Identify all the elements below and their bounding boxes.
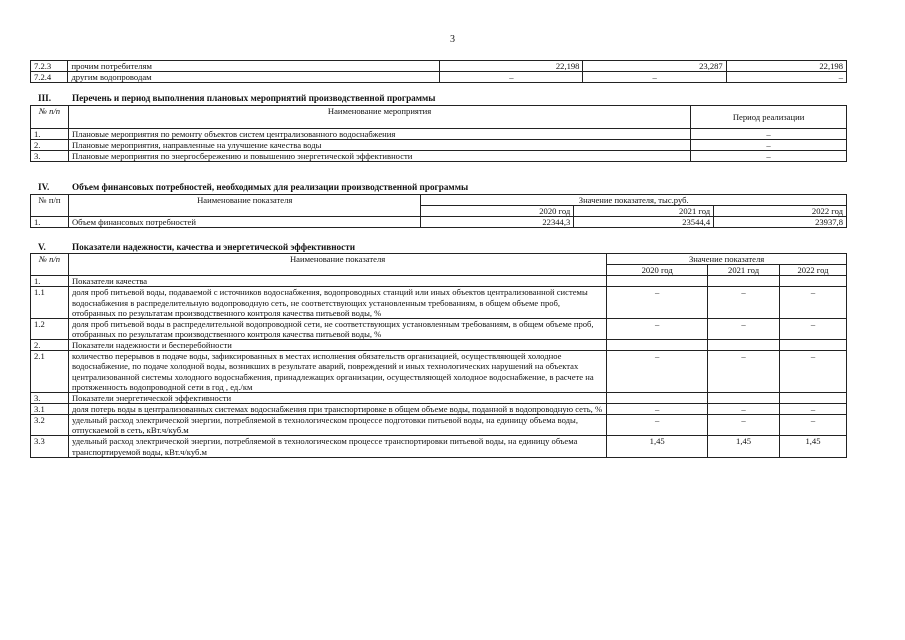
row-number: 3. [31, 392, 69, 403]
table-row [31, 403, 847, 414]
header-2022: 2022 год [714, 206, 847, 217]
row-number: 2.1 [31, 351, 69, 393]
value-2020: – [607, 403, 708, 414]
value-2022: – [780, 403, 847, 414]
table-row [31, 61, 847, 72]
value-2022: – [780, 287, 847, 318]
table-row [31, 392, 847, 403]
header-value: Значение показателя, тыс.руб. [421, 195, 847, 206]
header-2020: 2020 год [421, 206, 574, 217]
table-header-row [31, 254, 847, 265]
row-number: 3.1 [31, 403, 69, 414]
value-2021 [708, 276, 780, 287]
value-2020: – [607, 287, 708, 318]
row-number: 2. [31, 140, 69, 151]
value-2022: 1,45 [780, 436, 847, 457]
row-number: 7.2.3 [31, 61, 68, 72]
row-name: другим водопроводам [68, 72, 440, 83]
value-2021: – [708, 351, 780, 393]
header-name: Наименование мероприятия [68, 106, 690, 129]
section-5-title: V. Показатели надежности, качества и энергетической эффективности [38, 242, 356, 252]
row-number: 3.2 [31, 415, 69, 436]
value-2020: – [607, 318, 708, 339]
value-2022: – [780, 415, 847, 436]
row-number: 2. [31, 340, 69, 351]
row-number: 7.2.4 [31, 72, 68, 83]
table-row [31, 129, 847, 140]
value-2020: 1,45 [607, 436, 708, 457]
row-number: 3. [31, 151, 69, 162]
section-3-title: III. Перечень и период выполнения плановых мероприятий производственной программы [38, 93, 436, 103]
row-name: Показатели надежности и бесперебойности [68, 340, 606, 351]
row-name: Показатели энергетической эффективности [68, 392, 606, 403]
row-name: Объем финансовых потребностей [68, 217, 421, 228]
value-2022: – [726, 72, 846, 83]
row-name: прочим потребителям [68, 61, 440, 72]
row-number: 1.2 [31, 318, 69, 339]
value-2020 [607, 340, 708, 351]
value-2021: 23,287 [583, 61, 726, 72]
row-name: доля проб питьевой воды в распределительной водопроводной сети, не соответствующих установленным требованиям, в общем объеме проб, отобранных по результатам производственного контроля качества питьевой воды, % [68, 318, 606, 339]
value-2021: – [708, 403, 780, 414]
value-2022: – [780, 318, 847, 339]
table-row [31, 140, 847, 151]
row-name: удельный расход электрической энергии, потребляемой в технологическом процессе подготовки питьевой воды, на единицу объема воды, отпускаемой в сеть, кВт.ч/куб.м [68, 415, 606, 436]
header-number: № п/п [31, 254, 69, 276]
table-header-row [31, 106, 847, 129]
table-row [31, 72, 847, 83]
row-name: доля потерь воды в централизованных системах водоснабжения при транспортировке в общем объеме воды, поданной в водопроводную сеть, % [68, 403, 606, 414]
table-row [31, 151, 847, 162]
value-2021: – [708, 287, 780, 318]
row-name: количество перерывов в подаче воды, зафиксированных в местах исполнения обязательств организацией, осуществляющей холодное водоснабжение, по подаче холодной воды, возникших в результате аварий, повреждений и иных технологических нарушений на объектах централизованной системы холодного водоснабжения, принадлежащих организации, осуществляющей холодное водоснабжение, в расчете на протяженность водопроводной сети в год , ед./км [68, 351, 606, 393]
row-number: 1. [31, 276, 69, 287]
value-2021: – [708, 318, 780, 339]
header-2021: 2021 год [574, 206, 714, 217]
value-2021: 1,45 [708, 436, 780, 457]
row-number: 1. [31, 217, 69, 228]
table-row [31, 415, 847, 436]
header-2020: 2020 год [607, 265, 708, 276]
row-period: – [691, 129, 847, 140]
value-2021: – [708, 415, 780, 436]
value-2022 [780, 340, 847, 351]
value-2021 [708, 392, 780, 403]
row-period: – [691, 140, 847, 151]
page-number: 3 [450, 34, 455, 45]
row-name: доля проб питьевой воды, подаваемой с источников водоснабжения, водопроводных станций или иных объектов централизованной системы водоснабжения в распределительную водопроводную сеть, не соответствующих установленным требованиям, в общем объеме проб, отобранных по результатам производственного контроля качества питьевой воды, % [68, 287, 606, 318]
table-row [31, 287, 847, 318]
row-number: 3.3 [31, 436, 69, 457]
header-2022: 2022 год [780, 265, 847, 276]
table-row [31, 217, 847, 228]
header-name: Наименование показателя [68, 254, 606, 276]
header-2021: 2021 год [708, 265, 780, 276]
header-period: Период реализации [691, 106, 847, 129]
row-name: Плановые мероприятия по энергосбережению и повышению энергетической эффективности [68, 151, 690, 162]
value-2022: 23937,8 [714, 217, 847, 228]
table-row [31, 318, 847, 339]
value-2021: 23544,4 [574, 217, 714, 228]
table-row [31, 340, 847, 351]
activities-table [30, 105, 847, 162]
row-name: Плановые мероприятия по ремонту объектов систем централизованного водоснабжения [68, 129, 690, 140]
table-header-row [31, 195, 847, 206]
header-number: № п/п [31, 106, 69, 129]
value-2020: 22,198 [440, 61, 583, 72]
row-number: 1. [31, 129, 69, 140]
row-name: Показатели качества [68, 276, 606, 287]
row-name: Плановые мероприятия, направленные на улучшение качества воды [68, 140, 690, 151]
indicators-table [30, 253, 847, 458]
value-2022: – [780, 351, 847, 393]
value-2020: – [607, 351, 708, 393]
value-2020: 22344,3 [421, 217, 574, 228]
table-row [31, 351, 847, 393]
row-number: 1.1 [31, 287, 69, 318]
financial-needs-table [30, 194, 847, 228]
continuation-table [30, 60, 847, 83]
value-2021 [708, 340, 780, 351]
table-row [31, 436, 847, 457]
value-2022 [780, 392, 847, 403]
value-2020: – [440, 72, 583, 83]
value-2020: – [607, 415, 708, 436]
value-2021: – [583, 72, 726, 83]
header-number: № п/п [31, 195, 69, 217]
table-row [31, 276, 847, 287]
row-period: – [691, 151, 847, 162]
value-2020 [607, 276, 708, 287]
header-value: Значение показателя [607, 254, 847, 265]
value-2022: 22,198 [726, 61, 846, 72]
value-2020 [607, 392, 708, 403]
header-name: Наименование показателя [68, 195, 421, 217]
value-2022 [780, 276, 847, 287]
row-name: удельный расход электрической энергии, потребляемой в технологическом процессе транспортировки питьевой воды, на единицу объема транспортируемой воды, кВт.ч/куб.м [68, 436, 606, 457]
section-4-title: IV. Объем финансовых потребностей, необходимых для реализации производственной программы [38, 182, 469, 192]
